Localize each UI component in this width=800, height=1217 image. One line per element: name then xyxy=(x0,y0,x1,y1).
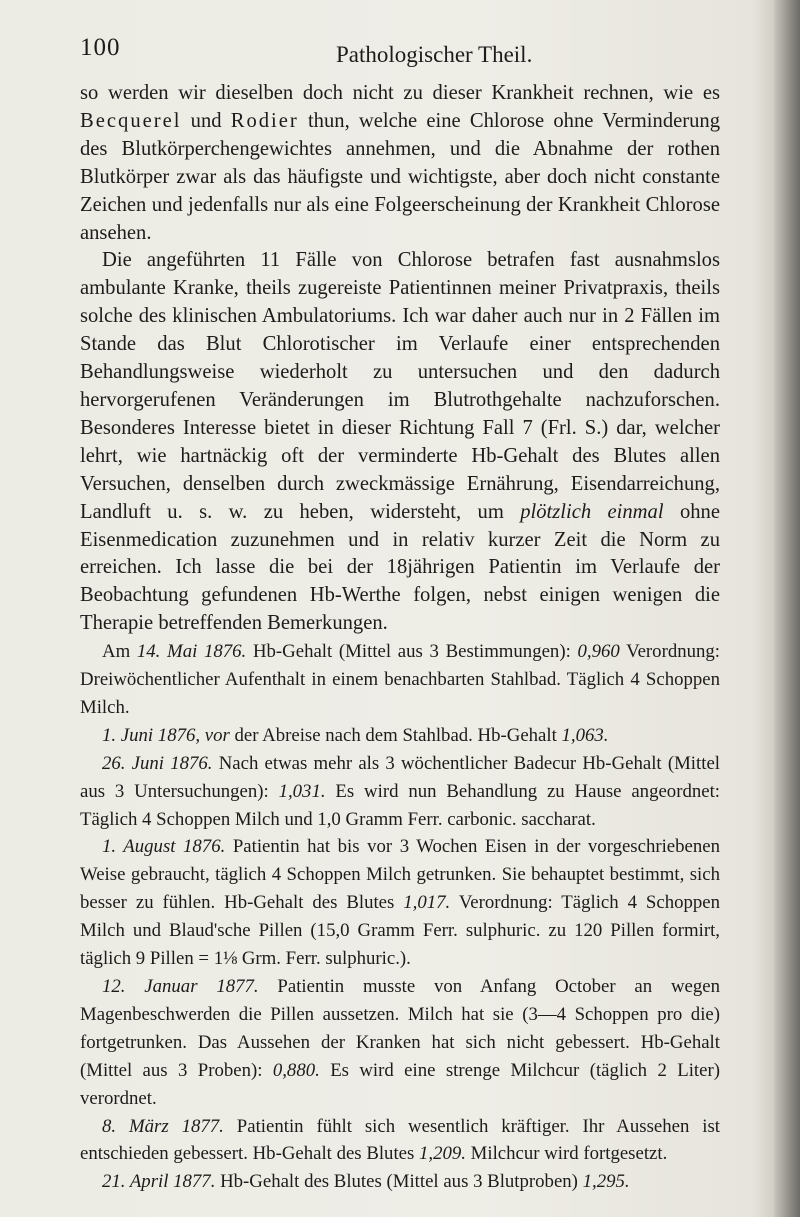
log-entry: 21. April 1877. Hb-Gehalt des Blutes (Mittel aus 3 Blutproben) 1,295. xyxy=(102,1171,630,1193)
entry-date: 26. Juni 1876. xyxy=(102,752,213,774)
hb-value: 0,880. xyxy=(272,1059,320,1081)
author-name: Becquerel xyxy=(80,109,182,132)
page-header xyxy=(80,34,720,68)
book-spine-shadow xyxy=(774,0,800,1217)
hb-value: 0,960 xyxy=(577,641,620,663)
emphasis: vor xyxy=(204,724,230,746)
log-entry: 8. März 1877. Patientin fühlt sich wesentlich kräftiger. Ihr Aussehen ist entschieden gebessert. Hb-Gehalt des Blutes 1,209. Milchcur wird fortgesetzt. xyxy=(80,1115,721,1165)
entry-date: 1. Juni 1876, xyxy=(102,724,201,746)
emphasis: plötzlich einmal xyxy=(520,500,664,523)
hb-value: 1,017. xyxy=(403,892,451,914)
log-entry: 12. Januar 1877. Patientin musste von Anfang October an wegen Magenbeschwerden die Pillen aussetzen. Milch hat sie (3—4 Schoppen pro die) fortgetrunken. Das Aussehen der Kranken hat sich nicht gebessert. Hb-Gehalt (Mittel aus 3 Proben): 0,880. Es wird eine strenge Milchcur (täglich 2 Liter) verordnet. xyxy=(80,976,720,1109)
page-number: 100 xyxy=(80,34,121,61)
log-entry: 1. August 1876. Patientin hat bis vor 3 Wochen Eisen in der vorgeschriebenen Weise gebraucht, täglich 4 Schoppen Milch getrunken. Sie behauptet bestimmt, sich besser zu fühlen. Hb-Gehalt des Blutes 1,017. Verordnung: Täglich 4 Schoppen Milch und Blaud'sche Pillen (15,0 Gramm Ferr. sulphuric. zu 120 Pillen formirt, täglich 9 Pillen = 1⅛ Grm. Ferr. sulphuric.). xyxy=(80,836,720,970)
entry-date: 21. April 1877. xyxy=(102,1171,216,1193)
hb-value: 1,031. xyxy=(278,780,326,802)
entry-date: 8. März 1877. xyxy=(102,1115,224,1137)
log-entry: 26. Juni 1876. Nach etwas mehr als 3 wöchentlicher Badecur Hb-Gehalt (Mittel aus 3 Untersuchungen): 1,031. Es wird nun Behandlung zu Hause angeordnet: Täglich 4 Schoppen Milch und 1,0 Gramm Ferr. carbonic. saccharat. xyxy=(80,752,720,830)
case-log xyxy=(80,638,720,1196)
hb-value: 1,295. xyxy=(582,1171,630,1193)
paragraph-1: so werden wir dieselben doch nicht zu dieser Krankheit rechnen, wie es Becquerel und Rodier thun, welche eine Chlorose ohne Verminderung des Blutkörperchengewichtes annehmen, und die Abnahme der rothen Blutkörper zwar als das häufigste und wichtigste, aber doch nicht constante Zeichen und jedenfalls nur als eine Folgeerscheinung der Krankheit Chlorose ansehen. xyxy=(80,82,721,244)
body-text xyxy=(80,80,720,1196)
author-name: Rodier xyxy=(230,109,299,132)
entry-date: 12. Januar 1877. xyxy=(102,976,259,997)
log-entry: Am 14. Mai 1876. Hb-Gehalt (Mittel aus 3 Bestimmungen): 0,960 Verordnung: Dreiwöchentlicher Aufenthalt in einem benachbarten Stahlbad. Täglich 4 Schoppen Milch. xyxy=(80,641,720,718)
paragraph-2: Die angeführten 11 Fälle von Chlorose betrafen fast ausnahmslos ambulante Kranke, theils zugereiste Patientinnen meiner Privatpraxis, theils solche des klinischen Ambulatoriums. Ich war daher auch nur in 2 Fällen im Stande das Blut Chlorotischer im Verlaufe einer entsprechenden Behandlungsweise wiederholt zu untersuchen und den dadurch hervorgerufenen Veränderungen im Blutrothgehalte nachzuforschen. Besonderes Interesse bietet in dieser Richtung Fall 7 (Frl. S.) dar, welcher lehrt, wie hartnäckig oft der verminderte Hb-Gehalt des Blutes allen Versuchen, denselben durch zweckmässige Ernährung, Eisendarreichung, Landluft u. s. w. zu heben, widersteht, um plötzlich einmal ohne Eisenmedication zuzunehmen und in relativ kurzer Zeit die Norm zu erreichen. Ich lasse die bei der 18jährigen Patientin im Verlaufe der Beobachtung gefundenen Hb-Werthe folgen, nebst einigen wenigen die Therapie betreffenden Bemerkungen. xyxy=(80,249,720,635)
running-title: Pathologischer Theil. xyxy=(336,42,533,67)
entry-date: 1. August 1876. xyxy=(102,836,226,858)
hb-value: 1,209. xyxy=(419,1143,466,1165)
hb-value: 1,063. xyxy=(561,724,609,746)
log-entry: 1. Juni 1876, vor der Abreise nach dem Stahlbad. Hb-Gehalt 1,063. xyxy=(102,724,609,746)
entry-date: 14. Mai 1876. xyxy=(136,641,247,663)
